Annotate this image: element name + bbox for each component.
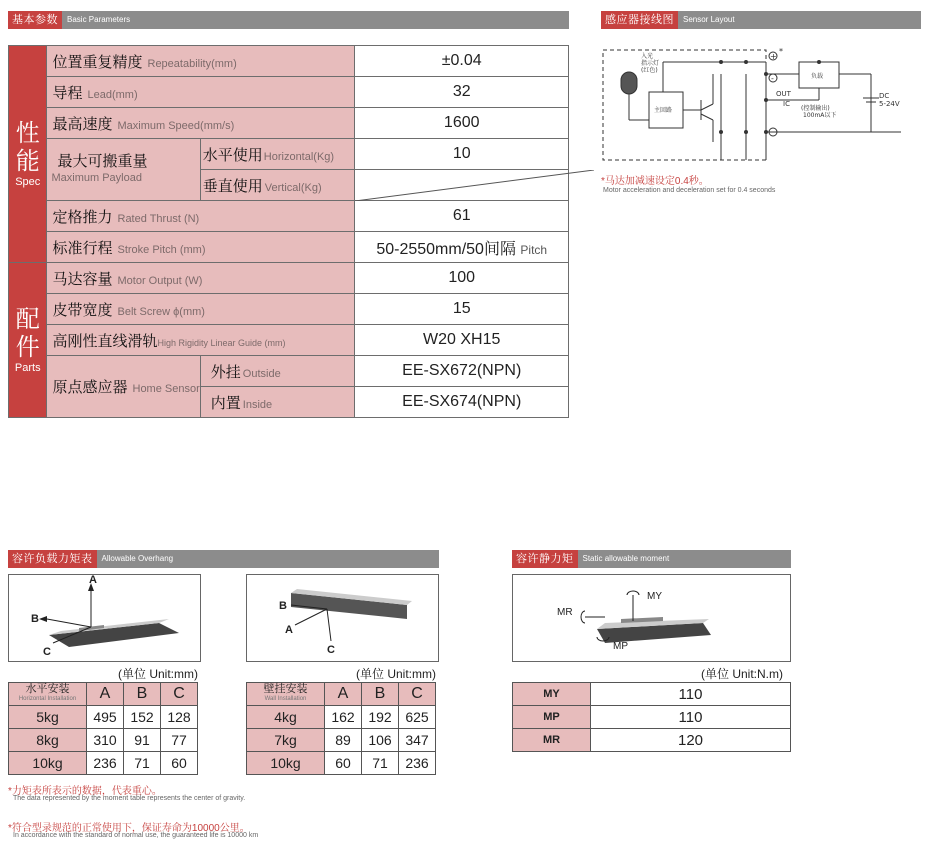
moment-unit: (单位 Unit:N.m): [701, 667, 783, 681]
param-value: 1600: [355, 108, 569, 139]
param-row: [9, 325, 569, 356]
svg-text:MY: MY: [647, 591, 662, 602]
svg-text:A: A: [285, 624, 293, 636]
wall-install-image: [246, 574, 439, 662]
param-label: 皮带宽度 Belt Screw ϕ(mm): [47, 294, 355, 325]
svg-text:MP: MP: [613, 641, 628, 652]
sensor-wiring-diagram: [601, 44, 911, 162]
param-value: ±0.04: [355, 46, 569, 77]
table-row: MP 110: [513, 706, 791, 729]
svg-text:C: C: [43, 646, 51, 658]
home-sensor-outside-value: EE-SX672(NPN): [355, 356, 569, 387]
param-row: [9, 263, 569, 294]
payload-label: 最大可搬重量 Maximum Payload: [47, 139, 200, 201]
overhang-note2-cn: *符合型录规范的正常使用下，保证寿命为10000公里。: [8, 823, 250, 834]
overhang-header: [8, 550, 439, 568]
param-row: [9, 356, 569, 387]
param-row: [9, 232, 569, 263]
table-row: 4kg 162 192 625: [247, 706, 436, 729]
overhang-note1-cn: *力矩表所表示的数据，代表重心。: [8, 786, 162, 797]
param-label: 高刚性直线滑轨High Rigidity Linear Guide (mm): [47, 325, 355, 356]
svg-text:指示灯: 指示灯: [641, 60, 660, 67]
param-value: 15: [355, 294, 569, 325]
param-label: 位置重复精度 Repeatability(mm): [47, 46, 355, 77]
led-label: 入光: [641, 53, 654, 60]
table-row: MR 120: [513, 729, 791, 752]
moment-title-en: Static allowable moment: [582, 554, 670, 563]
param-value: 50-2550mm/50间隔 Pitch: [355, 232, 569, 263]
moment-table: [512, 682, 791, 752]
svg-text:B: B: [279, 600, 287, 612]
moment-title-cn: 容许静力矩: [512, 550, 578, 568]
wall-unit: (单位 Unit:mm): [356, 667, 436, 681]
load-label: 负载: [811, 73, 824, 80]
home-sensor-outside-label: 外挂 Outside: [200, 356, 355, 387]
param-value: 32: [355, 77, 569, 108]
out-label: OUT: [776, 90, 791, 98]
table-row: 7kg 89 106 347: [247, 729, 436, 752]
horizontal-unit: (单位 Unit:mm): [118, 667, 198, 681]
horizontal-install-header: 水平安装 Horizontal Installation: [9, 683, 87, 706]
sensor-layout-title-en: Sensor Layout: [683, 15, 735, 24]
parts-group-label: 配 件 Parts: [9, 263, 47, 418]
param-row: [9, 46, 569, 77]
svg-text:C: C: [327, 644, 335, 656]
overhang-title-cn: 容许负载力矩表: [8, 550, 97, 568]
param-value: 100: [355, 263, 569, 294]
diagonal-slash: [355, 170, 594, 201]
basic-params-title-en: Basic Parameters: [67, 15, 131, 24]
param-label: 标准行程 Stroke Pitch (mm): [47, 232, 355, 263]
svg-text:5-24V: 5-24V: [879, 100, 900, 108]
horizontal-overhang-table: 水平安装 Horizontal Installation A B C 5kg 495 152 128 8kg 310 91 77 10kg 236 71 60: [8, 682, 198, 775]
svg-text:A: A: [89, 575, 97, 586]
svg-text:-: -: [771, 74, 774, 83]
wall-install-header: 壁挂安装 Wall Installation: [247, 683, 325, 706]
wall-overhang-table: 壁挂安装 Wall Installation A B C 4kg 162 192 625 7kg 89 106 347 10kg 60 71 236: [246, 682, 436, 775]
spec-group-label: 性 能 Spec: [9, 46, 47, 263]
param-label: 定格推力 Rated Thrust (N): [47, 201, 355, 232]
param-label: 导程 Lead(mm): [47, 77, 355, 108]
overhang-note1-en: The data represented by the moment table represents the center of gravity.: [13, 795, 246, 802]
param-value: W20 XH15: [355, 325, 569, 356]
basic-params-header: [8, 11, 569, 29]
svg-text:*: *: [779, 47, 783, 56]
home-sensor-inside-value: EE-SX674(NPN): [355, 387, 569, 418]
param-label: 最高速度 Maximum Speed(mm/s): [47, 108, 355, 139]
param-row: [9, 108, 569, 139]
ctrl-label: (控制输出): [801, 105, 830, 112]
param-row: [9, 294, 569, 325]
table-row: 5kg 495 152 128: [9, 706, 198, 729]
horizontal-install-image: [8, 574, 201, 662]
main-circuit-label: 主回路: [654, 107, 673, 114]
payload-vertical-value: [355, 170, 569, 201]
ic-label: IC: [783, 100, 790, 108]
sensor-note-en: Motor acceleration and deceleration set for 0.4 seconds: [603, 187, 776, 194]
param-row: [9, 201, 569, 232]
table-row: 10kg 236 71 60: [9, 752, 198, 775]
overhang-title-en: Allowable Overhang: [101, 554, 174, 563]
svg-text:B: B: [31, 613, 39, 625]
param-row: [9, 77, 569, 108]
basic-params-title-cn: 基本参数: [8, 11, 62, 29]
svg-text:(红色): (红色): [641, 67, 658, 74]
param-value: 61: [355, 201, 569, 232]
sensor-note-cn: *马达加减速设定0.4秒。: [601, 176, 709, 187]
sensor-layout-header: [601, 11, 921, 29]
payload-horizontal-label: 水平使用Horizontal(Kg): [200, 139, 355, 170]
table-row: MY 110: [513, 683, 791, 706]
param-row: [9, 139, 569, 170]
svg-text:+: +: [770, 52, 777, 61]
param-label: 马达容量 Motor Output (W): [47, 263, 355, 294]
table-row: 10kg 60 71 236: [247, 752, 436, 775]
dc-label: DC: [879, 92, 890, 100]
home-sensor-inside-label: 内置 Inside: [200, 387, 355, 418]
svg-text:100mA以下: 100mA以下: [803, 112, 837, 119]
table-row: 8kg 310 91 77: [9, 729, 198, 752]
moment-image: [512, 574, 791, 662]
home-sensor-label: 原点感应器 Home Sensor: [47, 356, 200, 418]
basic-params-table: [8, 45, 569, 418]
payload-horizontal-value: 10: [355, 139, 569, 170]
payload-vertical-label: 垂直使用 Vertical(Kg): [200, 170, 355, 201]
svg-text:MR: MR: [557, 607, 573, 618]
moment-header: [512, 550, 791, 568]
overhang-note2-en: In accordance with the standard of normal use, the guaranteed life is 10000 km: [13, 832, 259, 839]
sensor-layout-title-cn: 感应器接线图: [601, 11, 678, 29]
